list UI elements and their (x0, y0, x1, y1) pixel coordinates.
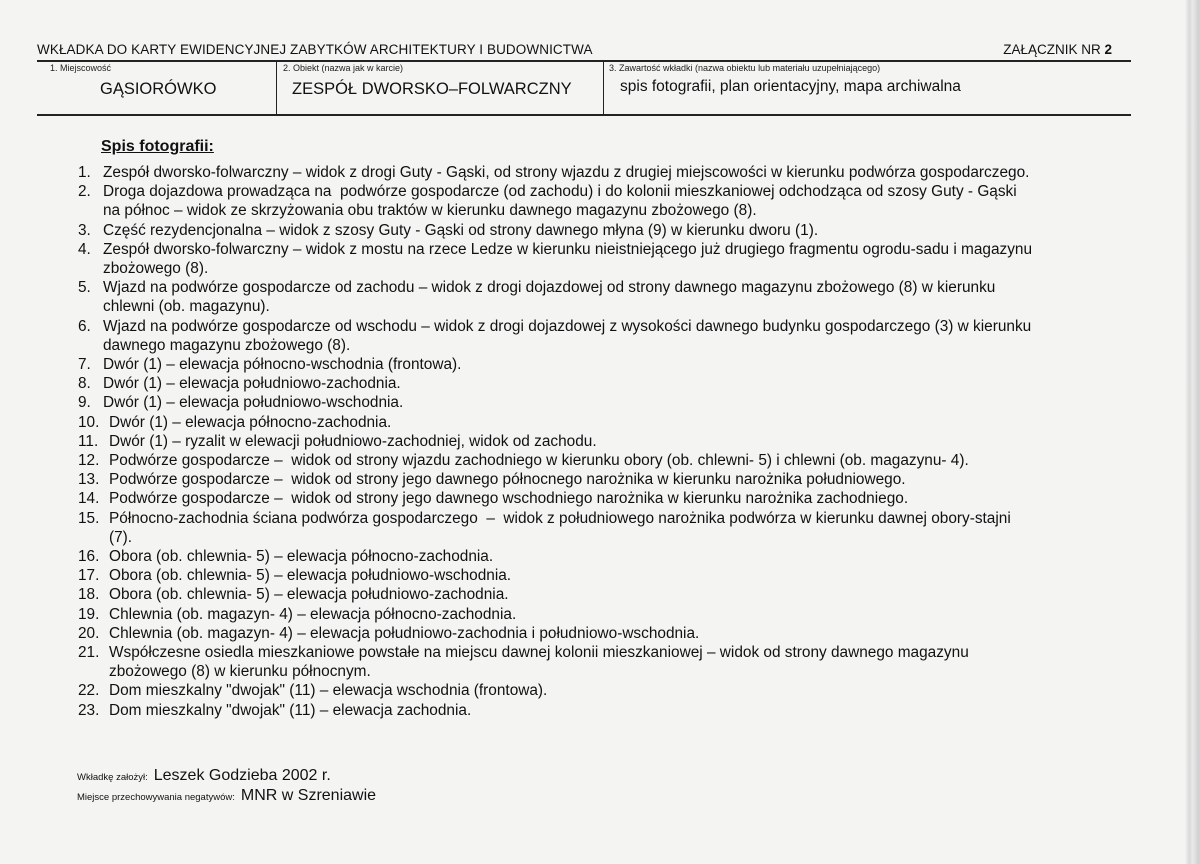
list-item (78, 413, 1148, 432)
list-item-number: 13. (78, 471, 100, 489)
list-item (78, 701, 1148, 720)
list-item-number: 1. (78, 164, 91, 181)
list-item (78, 432, 1148, 451)
storage-value: MNR w Szreniawie (240, 787, 377, 804)
list-item-number: 7. (78, 356, 91, 374)
list-item-text: Dwór (1) – elewacja południowo-wschodnia. (103, 394, 404, 412)
list-item-number: 18. (78, 586, 100, 604)
list-item (78, 182, 1148, 220)
list-item (78, 317, 1148, 355)
list-item (78, 374, 1148, 393)
locality-label: 1. Miejscowość (50, 63, 112, 73)
list-item-number: 19. (78, 605, 100, 623)
list-item (78, 451, 1148, 470)
list-item-number: 22. (78, 682, 100, 700)
list-item-text: Obora (ob. chlewnia- 5) – elewacja południowo-zachodnia. (109, 586, 509, 604)
list-item-number: 21. (78, 644, 100, 662)
list-item-number: 11. (78, 432, 99, 450)
list-item (78, 585, 1148, 604)
list-item-number: 23. (78, 701, 100, 719)
list-item-number: 5. (78, 279, 91, 297)
photo-list (78, 163, 1148, 720)
list-item-number: 3. (78, 221, 91, 239)
list-item-text: Dwór (1) – elewacja północno-wschodnia (frontowa). (103, 356, 462, 374)
object-label: 2. Obiekt (nazwa jak w karcie) (283, 63, 404, 73)
list-item-number: 17. (78, 567, 100, 585)
list-item-text: Dom mieszkalny "dwojak" (11) – elewacja zachodnia. (109, 701, 472, 719)
list-item (78, 470, 1148, 489)
author-label: Wkładkę założył: (77, 772, 148, 783)
section-title: Spis fotografii: (101, 138, 214, 155)
list-item-text: Część rezydencjonalna – widok z szosy Guty - Gąski od strony dawnego młyna (9) w kierunku dworu (1). (103, 221, 819, 239)
list-item-number: 6. (78, 317, 91, 335)
list-item-number: 4. (78, 240, 91, 258)
list-item-number: 12. (78, 452, 100, 470)
list-item-number: 2. (78, 183, 91, 201)
list-item (78, 221, 1148, 240)
list-item (78, 393, 1148, 412)
list-item-text: Podwórze gospodarcze – widok od strony jego dawnego północnego narożnika w kierunku narożnika południowego. (109, 471, 906, 489)
list-item-number: 9. (78, 394, 91, 412)
annex-text: ZAŁĄCZNIK NR (1003, 42, 1101, 57)
list-item-number: 8. (78, 375, 91, 393)
list-item (78, 566, 1148, 585)
list-item (78, 240, 1148, 278)
list-item-text: Wjazd na podwórze gospodarcze od wschodu – widok z drogi dojazdowej z wysokości dawnego budynku gospodarczego (3) w kierunku dawnego magazynu zbożowego (8). (103, 317, 1032, 354)
annex-label (1003, 42, 1112, 57)
content-label: 3. Zawartość wkładki (nazwa obiektu lub materiału uzupełniającego) (609, 63, 881, 73)
list-item (78, 605, 1148, 624)
locality-value: GĄSIORÓWKO (100, 80, 217, 98)
author-line (77, 767, 331, 785)
list-item-text: Wjazd na podwórze gospodarcze od zachodu – widok z drogi dojazdowej od strony dawnego magazynu zbożowego (8) w kierunku chlewni (ob. magazynu). (103, 279, 996, 316)
list-item (78, 681, 1148, 700)
list-item-text: Obora (ob. chlewnia- 5) – elewacja południowo-wschodnia. (109, 567, 512, 585)
list-item (78, 278, 1148, 316)
author-value: Leszek Godzieba 2002 r. (153, 767, 331, 784)
list-item-text: Dwór (1) – ryzalit w elewacji południowo-zachodniej, widok od zachodu. (109, 432, 597, 450)
list-item-text: Obora (ob. chlewnia- 5) – elewacja północno-zachodnia. (109, 548, 494, 566)
list-item-number: 20. (78, 624, 100, 642)
list-item-text: Chlewnia (ob. magazyn- 4) – elewacja północno-zachodnia. (109, 605, 517, 623)
list-item-text: Chlewnia (ob. magazyn- 4) – elewacja południowo-zachodnia i południowo-wschodnia. (109, 624, 700, 642)
annex-number: 2 (1104, 42, 1112, 57)
list-item-text: Dwór (1) – elewacja południowo-zachodnia. (103, 375, 401, 393)
list-item-number: 14. (78, 490, 100, 508)
column-divider-1 (276, 61, 277, 115)
list-item-text: Zespół dworsko-folwarczny – widok z drogi Guty - Gąski, od strony wjazdu z drugiej miejscowości w kierunku podwórza gospodarczego. (103, 164, 1030, 181)
column-divider-2 (603, 61, 604, 115)
list-item (78, 163, 1148, 182)
list-item-number: 16. (78, 548, 100, 566)
list-item-text: Podwórze gospodarcze – widok od strony jego dawnego wschodniego narożnika w kierunku narożnika zachodniego. (109, 490, 909, 508)
list-item (78, 547, 1148, 566)
list-item-text: Dom mieszkalny "dwojak" (11) – elewacja wschodnia (frontowa). (109, 682, 548, 700)
list-item-number: 15. (78, 509, 100, 527)
list-item-text: Zespół dworsko-folwarczny – widok z mostu na rzece Ledze w kierunku nieistniejącego już drugiego fragmentu ogrodu-sadu i magazynu zbożowego (8). (103, 240, 1033, 278)
list-item-text: Współczesne osiedla mieszkaniowe powstałe na miejscu dawnej kolonii mieszkaniowej – widok od strony dawnego magazynu zbożowego (8) w kierunku północnym. (109, 644, 969, 681)
list-item-text: Północno-zachodnia ściana podwórza gospodarczego – widok z południowego narożnika podwórza w kierunku dawnej obory-stajni (7). (109, 509, 1011, 546)
form-title: WKŁADKA DO KARTY EWIDENCYJNEJ ZABYTKÓW ARCHITEKTURY I BUDOWNICTWA (37, 42, 593, 57)
list-item (78, 489, 1148, 508)
list-item (78, 624, 1148, 643)
list-item-number: 10. (78, 413, 100, 431)
list-item-text: Dwór (1) – elewacja północno-zachodnia. (109, 413, 392, 431)
list-item (78, 509, 1148, 547)
list-item-text: Droga dojazdowa prowadząca na podwórze gospodarcze (od zachodu) i do kolonii mieszkaniowej odchodząca od szosy Guty - Gąski na północ – widok ze skrzyżowania obu traktów w kierunku dawnego magazynu zbożowego (8). (103, 183, 1017, 220)
storage-label: Miejsce przechowywania negatywów: (77, 792, 235, 803)
object-value: ZESPÓŁ DWORSKO–FOLWARCZNY (292, 80, 572, 98)
list-item (78, 643, 1148, 681)
list-item (78, 355, 1148, 374)
scan-edge (1185, 0, 1199, 864)
list-item-text: Podwórze gospodarcze – widok od strony wjazdu zachodniego w kierunku obory (ob. chlewni- 5) i chlewni (ob. magazynu- 4). (109, 452, 969, 470)
storage-line (77, 787, 376, 805)
table-top-border (37, 60, 1131, 62)
table-bottom-border (37, 114, 1131, 116)
content-value: spis fotografii, plan orientacyjny, mapa archiwalna (620, 78, 961, 95)
